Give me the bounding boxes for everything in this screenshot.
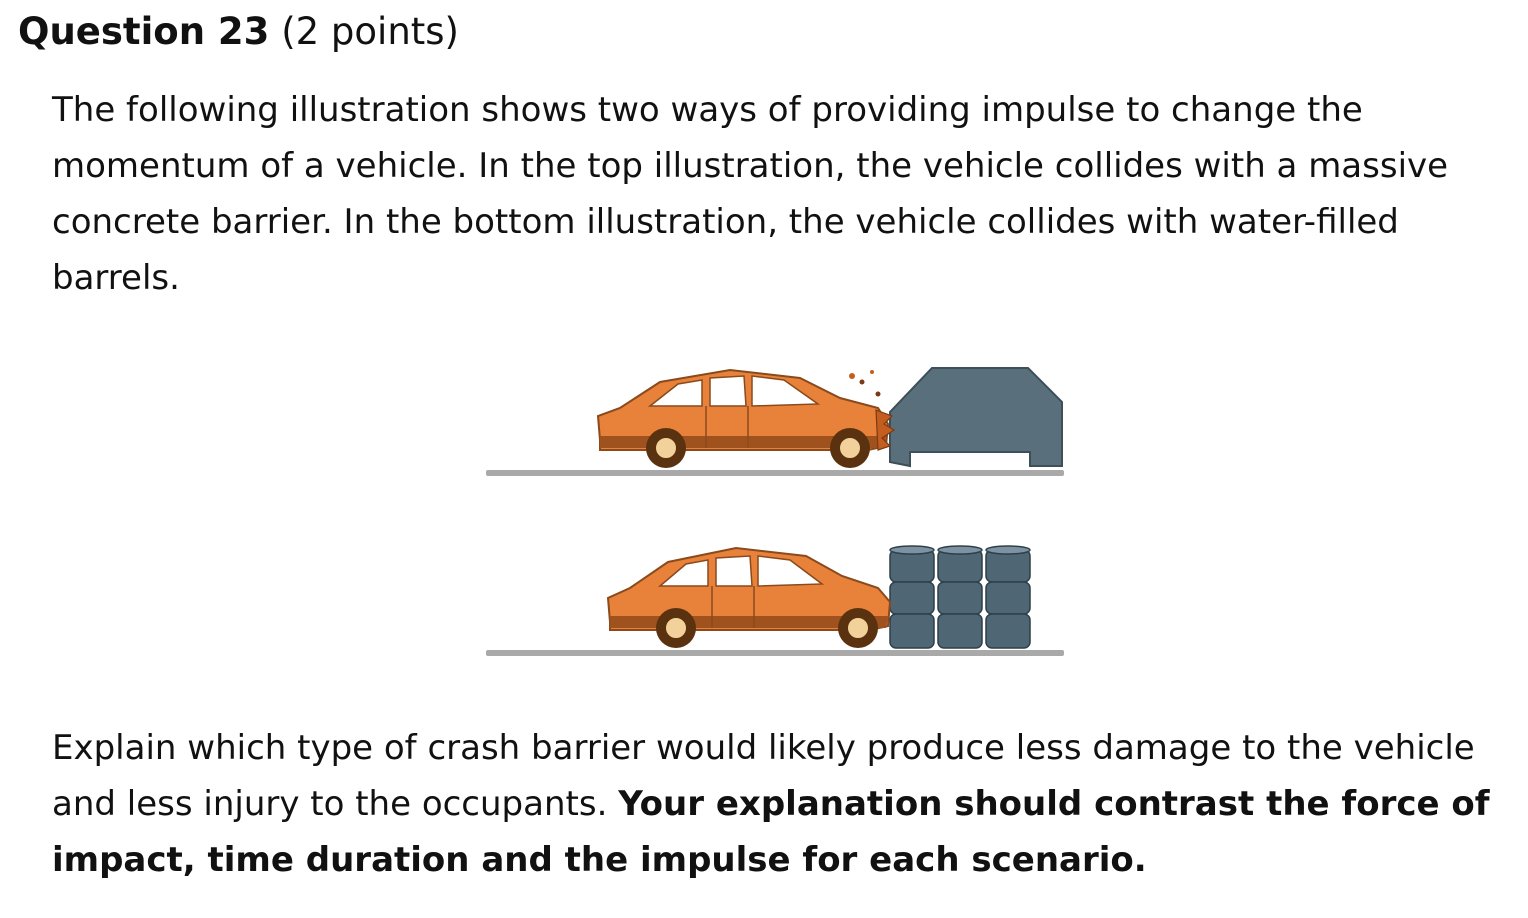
prompt-bold-text: Your explanation should contrast the force of impact, time duration and the impulse for each scenario.: [52, 784, 1490, 880]
question-points: (2 points): [281, 10, 459, 53]
bottom-scene-water-barrels: [486, 546, 1064, 656]
top-ground-line: [486, 470, 1064, 476]
concrete-barrier: [890, 368, 1062, 466]
prompt-plain-text: Explain which type of crash barrier would likely produce less damage to the vehicle and less injury to the occupants.: [52, 728, 1475, 824]
question-header: [18, 8, 459, 56]
question-intro: [52, 82, 1492, 306]
crash-illustration: [480, 350, 1070, 670]
bottom-ground-line: [486, 650, 1064, 656]
bottom-car: [608, 548, 890, 648]
question-title: Question 23: [18, 10, 270, 53]
water-barrels: [890, 546, 1030, 648]
question-prompt: [52, 720, 1492, 888]
prompt-paragraph: [52, 720, 1492, 888]
top-car: [598, 370, 894, 468]
intro-paragraph: The following illustration shows two ways of providing impulse to change the momentum of a vehicle. In the top illustration, the vehicle collides with a massive concrete barrier. In the bottom illustration, the vehicle collides with water-filled barrels.: [52, 90, 1449, 298]
top-scene-concrete-barrier: [486, 368, 1064, 476]
